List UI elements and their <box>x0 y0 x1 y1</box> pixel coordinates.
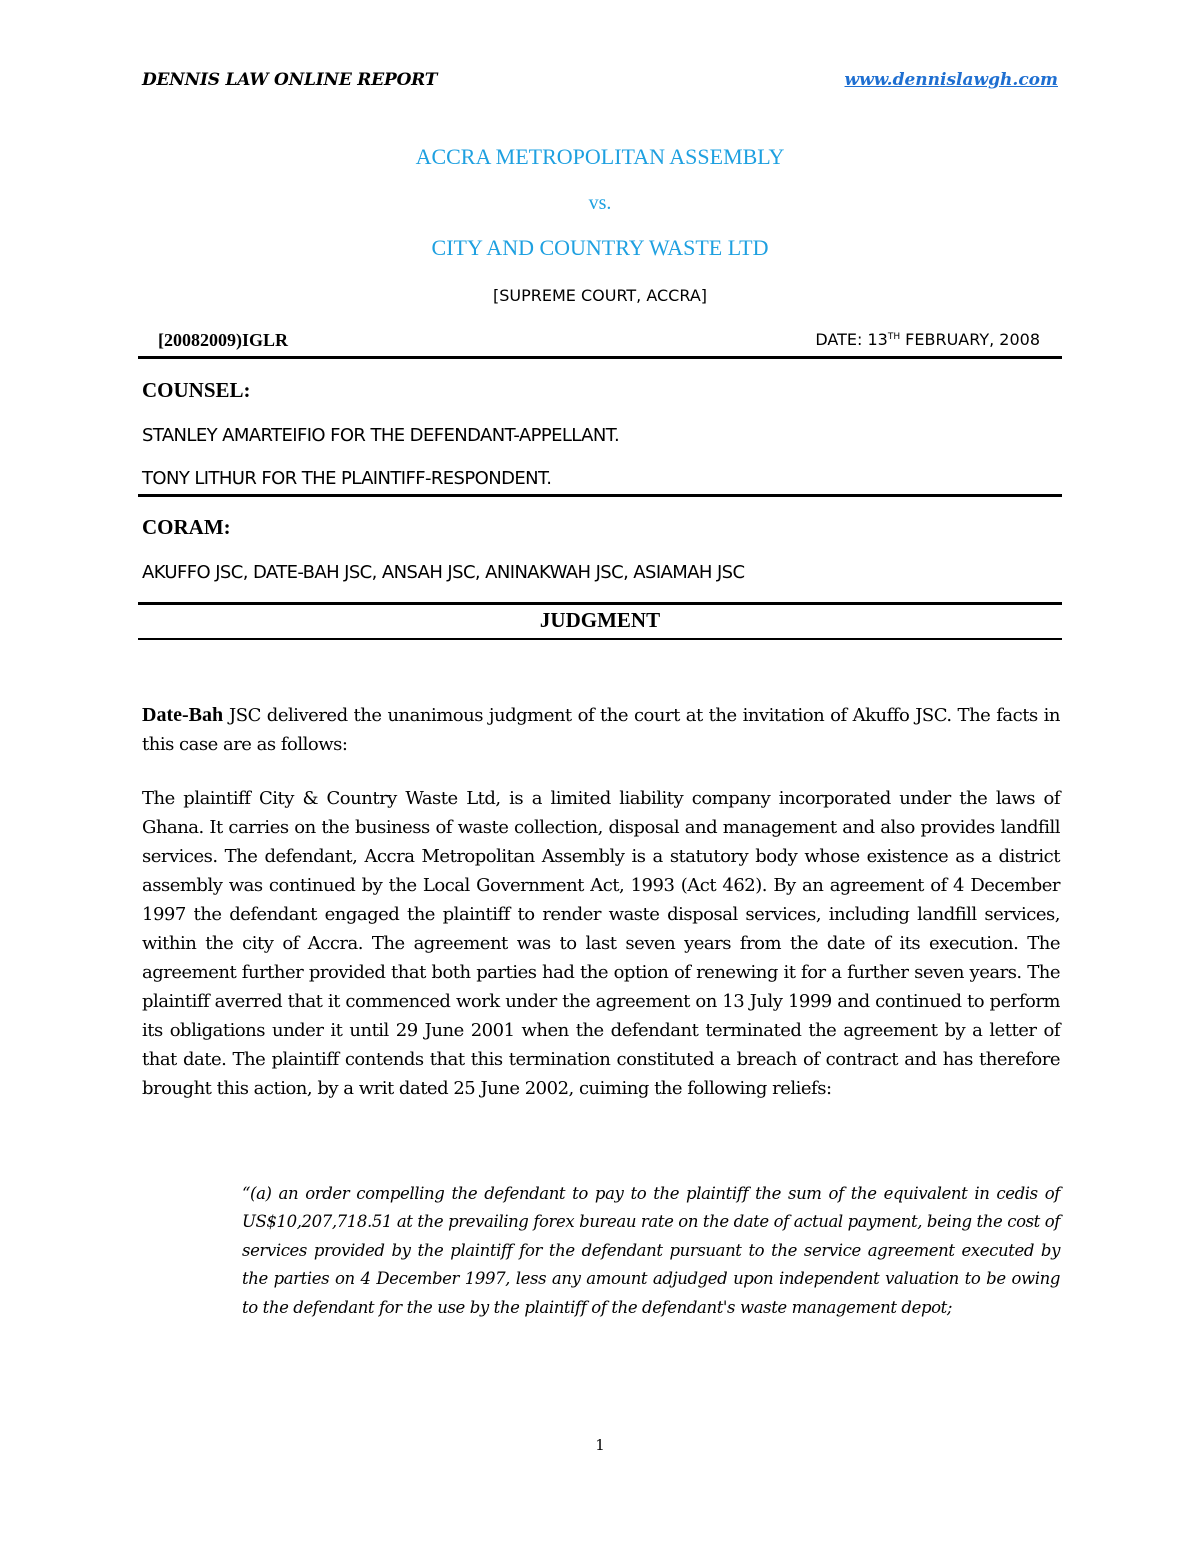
relief-quote: “(a) an order compelling the defendant to pay to the plaintiff the sum of the equivalent in cedis of US$10,207,718.51 at the prevailing forex bureau rate on the date of actual payment, being the cost of services provided by the plaintiff for the defendant pursuant to the service agreement executed by the parties on 4 December 1997, less any amount adjudged upon independent valuation to be owing to the defendant for the use by the plaintiff of the defendant's waste management depot; <box>242 1184 1060 1317</box>
divider <box>138 494 1062 497</box>
coram-judges: AKUFFO JSC, DATE-BAH JSC, ANSAH JSC, ANINAKWAH JSC, ASIAMAH JSC <box>142 562 745 583</box>
party-one: ACCRA METROPOLITAN ASSEMBLY <box>415 144 785 169</box>
judge-name: Date-Bah <box>142 704 224 726</box>
party-two: CITY AND COUNTRY WASTE LTD <box>431 235 769 260</box>
divider <box>138 356 1062 359</box>
judgment-heading: JUDGMENT <box>539 608 661 632</box>
date-prefix: DATE: 13 <box>815 330 888 349</box>
page-number: 1 <box>595 1436 605 1454</box>
citation: [20082009)IGLR <box>158 330 288 350</box>
facts-paragraph: The plaintiff City & Country Waste Ltd, is a limited liability company incorporated under the laws of Ghana. It carries on the business of waste collection, disposal and management and also provides landfill services. The defendant, Accra Metropolitan Assembly is a statutory body whose existence as a district assembly was continued by the Local Government Act, 1993 (Act 462). By an agreement of 4 December 1997 the defendant engaged the plaintiff to render waste disposal services, including landfill services, within the city of Accra. The agreement was to last seven years from the date of its execution. The agreement further provided that both parties had the option of renewing it for a further seven years. The plaintiff averred that it commenced work under the agreement on 13 July 1999 and continued to perform its obligations under it until 29 June 2001 when the defendant terminated the agreement by a letter of that date. The plaintiff contends that this termination constituted a breach of contract and has therefore brought this action, by a writ dated 25 June 2002, cuiming the following reliefs: <box>142 788 1060 1099</box>
counsel-line: TONY LITHUR FOR THE PLAINTIFF-RESPONDENT. <box>142 468 552 489</box>
intro-text: JSC delivered the unanimous judgment of the court at the invitation of Akuffo JSC. The facts in this case are as follows: <box>142 705 1060 755</box>
counsel-line: STANLEY AMARTEIFIO FOR THE DEFENDANT-APPELLANT. <box>142 425 620 446</box>
court-name: [SUPREME COURT, ACCRA] <box>492 286 708 305</box>
divider <box>138 638 1062 640</box>
date-rest: FEBRUARY, 2008 <box>900 330 1040 349</box>
counsel-heading: COUNSEL: <box>142 378 251 402</box>
judgment-date <box>815 330 1040 349</box>
coram-heading: CORAM: <box>142 515 231 539</box>
website-link[interactable]: www.dennislawgh.com <box>844 70 1058 90</box>
date-ordinal: TH <box>887 332 901 342</box>
divider <box>138 602 1062 605</box>
publication-name: DENNIS LAW ONLINE REPORT <box>142 70 438 90</box>
intro-paragraph <box>142 701 1060 759</box>
versus-label: vs. <box>588 192 612 214</box>
